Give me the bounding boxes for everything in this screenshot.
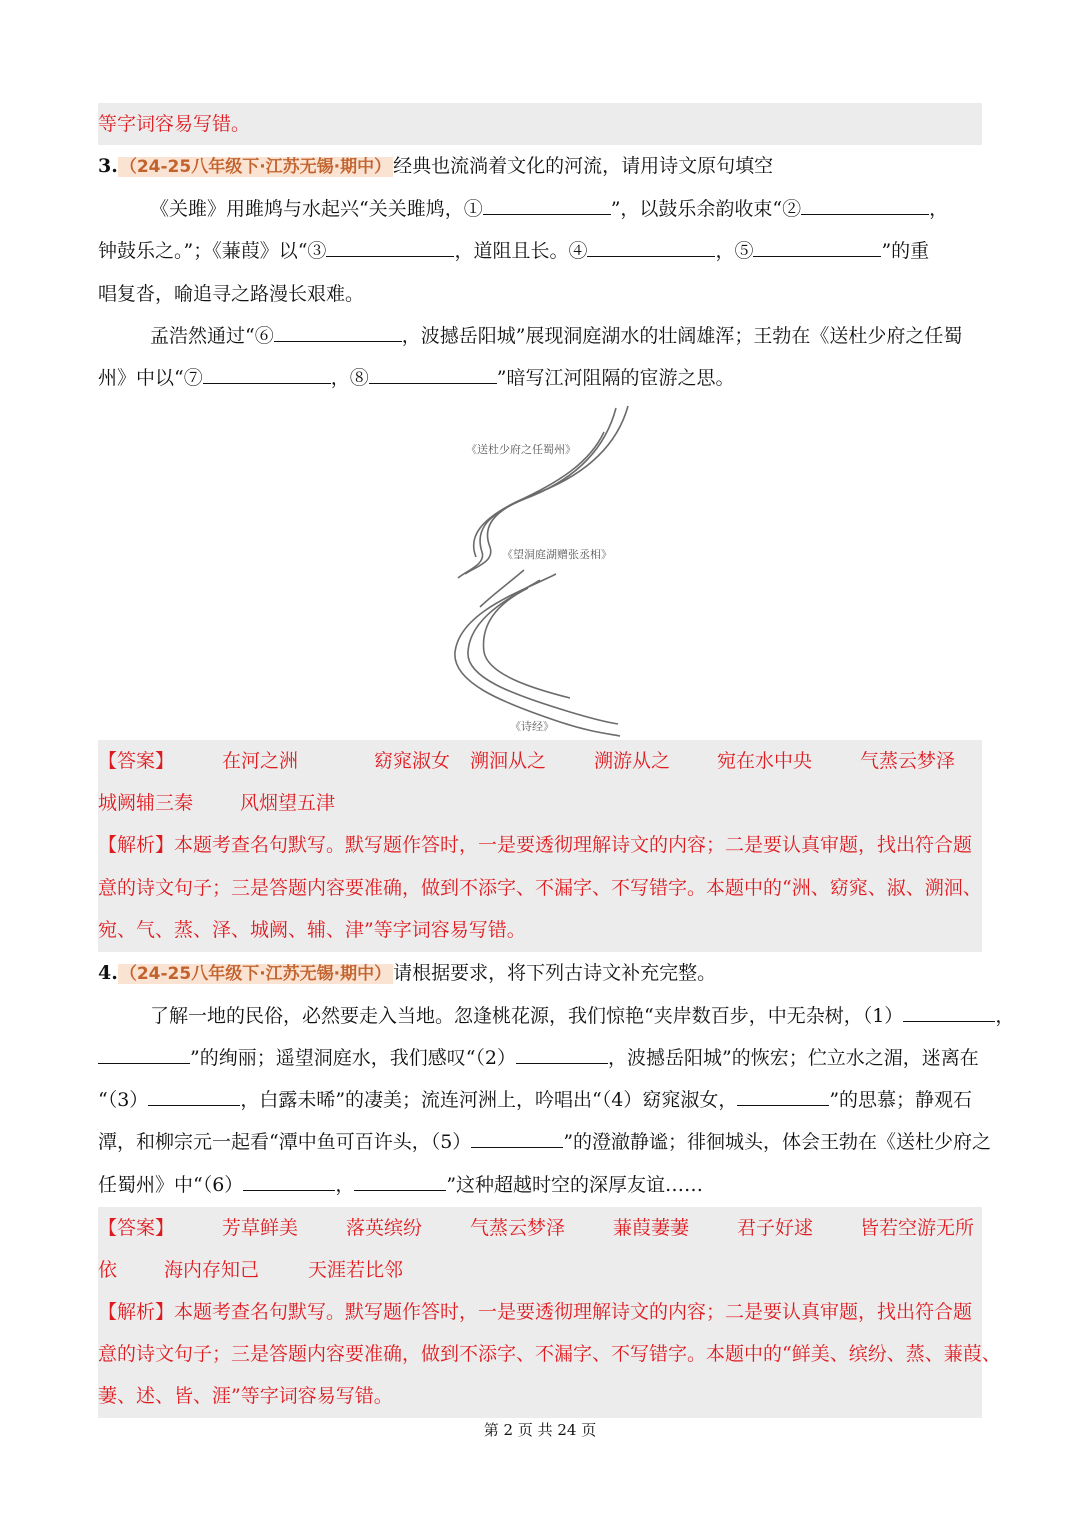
q4-paragraph-line-3 <box>98 1080 982 1122</box>
fill-blank <box>148 1087 240 1106</box>
text: ”这种超越时空的深厚友谊…… <box>446 1174 704 1196</box>
question-source: （24-25八年级下·江苏无锡·期中） <box>119 964 392 984</box>
text: 本题考查名句默写。默写题作答时，一是要透彻理解诗文的内容；二是要认真审题，找出符合题 <box>174 834 973 856</box>
text: 钟鼓乐之。”；《蒹葭》以“③ <box>98 240 327 262</box>
text: ，波撼岳阳城”展现洞庭湖水的壮阔雄浑；王勃在《送杜少府之任蜀 <box>401 325 963 347</box>
text: 了解一地的民俗，必然要走入当地。忽逢桃花源，我们惊艳“夹岸数百步，中无杂树，（1） <box>150 1005 904 1027</box>
text: ， <box>929 198 949 220</box>
analysis-label: 【解析】 <box>98 1301 175 1323</box>
fill-blank <box>753 238 881 257</box>
q3-answer-line-2 <box>98 783 982 825</box>
answer-item: 君子好逑 <box>737 1217 814 1239</box>
fill-blank <box>326 238 454 257</box>
answer-item: 在河之洲 <box>222 750 299 772</box>
answer-item: 窈窕淑女 <box>374 750 451 772</box>
page-number-footer: 第 2 页 共 24 页 <box>483 1421 597 1439</box>
answer-item: 溯洄从之 <box>470 750 547 772</box>
answer-item: 皆若空游无所 <box>860 1217 975 1239</box>
figure-label-dongting: 《望洞庭湖赠张丞相》 <box>502 548 612 561</box>
text: ， <box>995 1005 1015 1027</box>
text: 孟浩然通过“⑥ <box>150 325 274 347</box>
text: ，波撼岳阳城”的恢宏；伫立水之湄，迷离在 <box>608 1047 979 1069</box>
figure-label-shijing: 《诗经》 <box>510 720 554 733</box>
text: ”的思慕；静观石 <box>829 1089 973 1111</box>
q4-paragraph-line-4 <box>98 1122 992 1164</box>
question-3-header <box>98 146 982 188</box>
question-number: 3. <box>98 155 118 177</box>
text: 潭，和柳宗元一起看“潭中鱼可百许头，（5） <box>98 1131 472 1153</box>
fill-blank <box>801 196 929 215</box>
answer-item: 蒹葭萋萋 <box>613 1217 690 1239</box>
answer-item: 依 <box>98 1259 118 1281</box>
text: 《关雎》用雎鸠与水起兴“关关雎鸠，① <box>150 198 483 220</box>
answer-item: 天涯若比邻 <box>308 1259 404 1281</box>
figure-label-songdu: 《送杜少府之任蜀州》 <box>466 443 576 456</box>
answer-label: 【答案】 <box>98 750 175 772</box>
question-number: 4. <box>98 962 118 984</box>
answer-item: 气蒸云梦泽 <box>470 1217 566 1239</box>
answer-item: 气蒸云梦泽 <box>860 750 956 772</box>
q4-analysis-line-2: 意的诗文句子；三是答题内容要准确，做到不添字、不漏字、不写错字。本题中的“鲜美、缤纷、蒸、蒹葭、 <box>98 1343 1001 1365</box>
question-source: （24-25八年级下·江苏无锡·期中） <box>119 157 392 177</box>
answer-item: 宛在水中央 <box>717 750 813 772</box>
text: ， <box>335 1174 355 1196</box>
q4-analysis-line-1 <box>98 1292 982 1334</box>
q4-paragraph-line-5 <box>98 1165 982 1207</box>
fill-blank <box>274 323 402 342</box>
text: 任蜀州》中“（6） <box>98 1174 244 1196</box>
q4-paragraph-line-1 <box>98 996 1034 1038</box>
fill-blank <box>369 365 497 384</box>
fill-blank <box>354 1172 446 1191</box>
fill-blank <box>203 365 331 384</box>
text: ，白露未晞”的凄美；流连河洲上，吟唱出“（4）窈窕淑女， <box>240 1089 738 1111</box>
fill-blank <box>516 1045 608 1064</box>
text: ”的重 <box>881 240 930 262</box>
question-prompt: 经典也流淌着文化的河流，请用诗文原句填空 <box>393 155 774 177</box>
text: 州》中以“⑦ <box>98 367 203 389</box>
previous-analysis-tail: 等字词容易写错。 <box>98 113 251 135</box>
text: 本题考查名句默写。默写题作答时，一是要透彻理解诗文的内容；二是要认真审题，找出符合题 <box>174 1301 973 1323</box>
q4-analysis-line-3: 萋、述、皆、涯”等字词容易写错。 <box>98 1385 393 1407</box>
fill-blank <box>243 1172 335 1191</box>
text: ，⑤ <box>715 240 754 262</box>
q3-paragraph-2-line-1 <box>98 316 1034 358</box>
answer-item: 城阙辅三秦 <box>98 792 194 814</box>
text: ”，以鼓乐余韵收束“② <box>610 198 802 220</box>
q4-paragraph-line-2 <box>98 1038 982 1080</box>
fill-blank <box>903 1003 995 1022</box>
q3-paragraph-2-line-2 <box>98 358 982 400</box>
q3-answer-line-1 <box>98 741 982 783</box>
fill-blank <box>483 196 611 215</box>
river-illustration <box>440 402 650 738</box>
q4-answer-line-1 <box>98 1208 982 1250</box>
q3-paragraph-1-line-3: 唱复沓，喻追寻之路漫长艰难。 <box>98 283 365 305</box>
q3-analysis-line-1 <box>98 825 982 867</box>
q3-analysis-line-2: 意的诗文句子；三是答题内容要准确，做到不添字、不漏字、不写错字。本题中的“洲、窈窕、淑、溯洄、 <box>98 877 982 899</box>
text: ，⑧ <box>330 367 369 389</box>
q3-paragraph-1-line-2 <box>98 231 982 273</box>
text: ”的澄澈静谧；徘徊城头，体会王勃在《送杜少府之 <box>563 1131 992 1153</box>
answer-item: 溯游从之 <box>594 750 671 772</box>
question-prompt: 请根据要求，将下列古诗文补充完整。 <box>393 962 717 984</box>
answer-item: 落英缤纷 <box>346 1217 423 1239</box>
answer-label: 【答案】 <box>98 1217 175 1239</box>
fill-blank <box>98 1045 190 1064</box>
q4-answer-line-2 <box>98 1250 982 1292</box>
analysis-label: 【解析】 <box>98 834 175 856</box>
fill-blank <box>737 1087 829 1106</box>
text: ”的绚丽；遥望洞庭水，我们感叹“（2） <box>190 1047 517 1069</box>
fill-blank <box>587 238 715 257</box>
answer-item: 风烟望五津 <box>240 792 336 814</box>
fill-blank <box>471 1129 563 1148</box>
answer-item: 海内存知己 <box>164 1259 260 1281</box>
answer-item: 芳草鲜美 <box>222 1217 299 1239</box>
text: “（3） <box>98 1089 149 1111</box>
q3-analysis-line-3: 宛、气、蒸、泽、城阙、辅、津”等字词容易写错。 <box>98 919 526 941</box>
text: ”暗写江河阻隔的宦游之思。 <box>496 367 735 389</box>
text: ，道阻且长。④ <box>454 240 588 262</box>
question-4-header <box>98 953 982 995</box>
q3-paragraph-1-line-1 <box>98 189 1034 231</box>
